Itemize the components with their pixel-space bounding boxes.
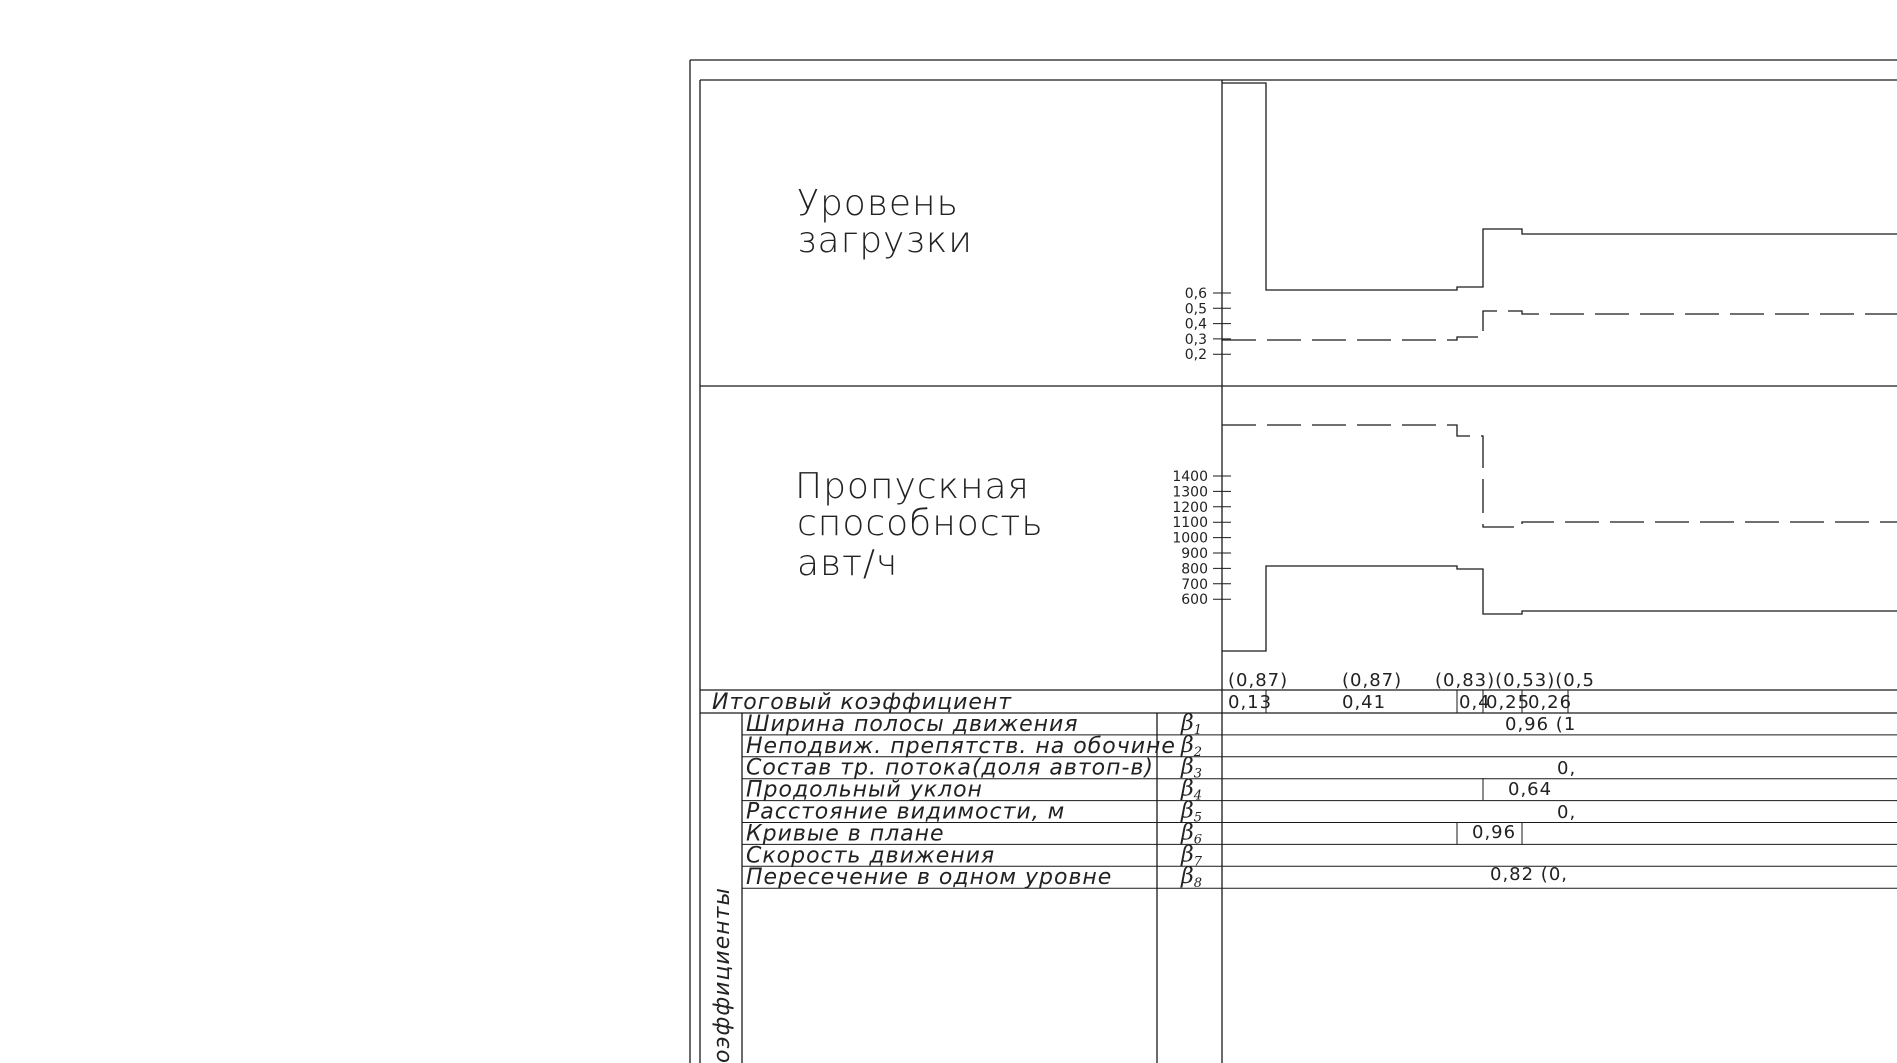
- coef-row-symbol: β1: [1181, 710, 1202, 738]
- coef-row-symbol-index: 3: [1193, 766, 1202, 782]
- coef-row-label: Пересечение в одном уровне: [746, 865, 1113, 891]
- capacity-tick-label: 1000: [1172, 530, 1208, 547]
- coef-value-b8: 0,82 (0,: [1490, 864, 1568, 885]
- coef-row-symbol-index: 2: [1193, 744, 1202, 760]
- coef-value-b1: 0,96 (1: [1505, 714, 1577, 735]
- paren-value-1: (0,87): [1228, 670, 1289, 691]
- paren-value-2: (0,87): [1342, 670, 1403, 691]
- coef-value-b6: 0,96: [1472, 822, 1517, 843]
- paren-value-3: (0,83)(0,53)(0,5: [1435, 670, 1595, 691]
- coef-row-symbol: β4: [1181, 776, 1202, 804]
- coef-row-symbol: β5: [1181, 798, 1202, 826]
- coef-row-symbol-index: 4: [1193, 788, 1202, 804]
- heading-load-level-line2: загрузки: [797, 220, 973, 261]
- load-level-axis-ticks: [1185, 286, 1231, 363]
- coef-value-b3: 0,: [1557, 758, 1577, 779]
- total-value-1: 0,13: [1228, 692, 1273, 713]
- load-level-dashed-series: [1222, 311, 1897, 340]
- capacity-tick-label: 1200: [1172, 499, 1208, 516]
- load-tick-label: 0,4: [1184, 316, 1207, 333]
- capacity-tick-label: 700: [1181, 576, 1208, 593]
- coef-row-symbol-index: 1: [1193, 722, 1202, 738]
- coef-row-symbol: β2: [1181, 732, 1202, 760]
- coef-row-label: Продольный уклон: [746, 777, 983, 803]
- coef-row-label: Скорость движения: [746, 843, 996, 869]
- coef-row-label: Ширина полосы движения: [746, 711, 1079, 737]
- coef-row-label: Состав тр. потока(доля автоп-в): [746, 755, 1154, 781]
- coef-row-label: Неподвиж. препятств. на обочине: [746, 733, 1176, 759]
- heading-capacity-line2: способность: [797, 503, 1044, 544]
- capacity-tick-label: 1300: [1172, 484, 1208, 501]
- capacity-tick-label: 900: [1181, 546, 1208, 562]
- load-tick-label: 0,5: [1184, 301, 1207, 318]
- total-value-5: 0,26: [1528, 692, 1573, 713]
- coefficient-rows: [742, 711, 1897, 891]
- heading-capacity-line1: Пропускная: [795, 466, 1030, 507]
- capacity-tick-label: 1100: [1172, 515, 1208, 532]
- coef-row-symbol-index: 7: [1193, 854, 1202, 870]
- coef-row-symbol: β7: [1181, 842, 1202, 870]
- total-value-2: 0,41: [1342, 692, 1387, 713]
- coef-value-b5: 0,: [1557, 802, 1577, 823]
- total-value-4: 0,25: [1486, 692, 1531, 713]
- load-tick-label: 0,2: [1184, 347, 1207, 364]
- capacity-tick-label: 600: [1181, 592, 1208, 609]
- heading-load-level-line1: Уровень: [797, 183, 959, 224]
- load-tick-label: 0,3: [1184, 331, 1207, 348]
- total-value-3: 0,4: [1459, 692, 1491, 713]
- capacity-tick-label: 800: [1181, 561, 1208, 578]
- coef-value-b4: 0,64: [1508, 779, 1553, 800]
- coef-row-label: Расстояние видимости, м: [746, 799, 1066, 825]
- coef-row-symbol-index: 6: [1193, 832, 1202, 848]
- capacity-solid-series: [1222, 566, 1897, 651]
- load-level-solid-series: [1222, 83, 1897, 290]
- coef-row-label: Кривые в плане: [746, 821, 945, 847]
- capacity-dashed-series: [1222, 425, 1897, 527]
- coef-group-label: оэффициенты: [710, 887, 735, 1063]
- load-tick-label: 0,6: [1184, 286, 1207, 302]
- coef-row-symbol: β3: [1181, 754, 1202, 782]
- capacity-tick-label: 1400: [1172, 469, 1208, 485]
- coef-row-symbol-index: 8: [1193, 876, 1202, 892]
- heading-capacity-line3: авт/ч: [797, 543, 899, 584]
- coef-row-symbol: β6: [1181, 820, 1202, 848]
- total-row-label: Итоговый коэффициент: [712, 690, 1013, 715]
- coef-row-symbol: β8: [1181, 864, 1202, 892]
- coef-row-symbol-index: 5: [1193, 810, 1202, 826]
